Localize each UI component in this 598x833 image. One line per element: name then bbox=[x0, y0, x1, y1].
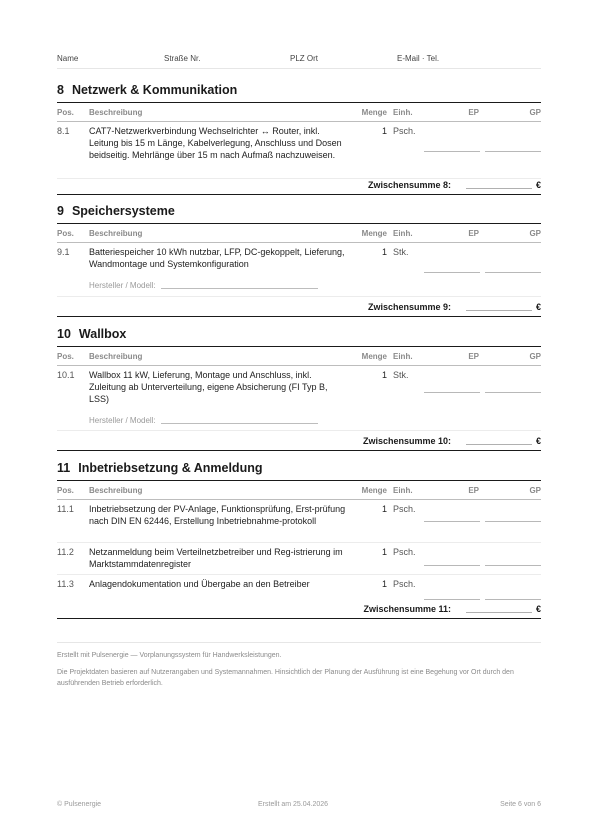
table-header bbox=[57, 103, 541, 122]
currency-sign: € bbox=[535, 436, 541, 446]
section-name: Inbetriebsetzung & Anmeldung bbox=[78, 461, 263, 475]
subtotal-blank[interactable] bbox=[466, 444, 532, 445]
subtotal-10 bbox=[57, 432, 541, 451]
row-qty: 1 bbox=[381, 504, 387, 514]
notes-created-with: Erstellt mit Pulsenergie — Vorplanungssystem für Handwerksleistungen. bbox=[57, 652, 282, 659]
row-unit: Psch. bbox=[393, 126, 416, 136]
ep-blank[interactable] bbox=[424, 392, 480, 393]
ep-blank[interactable] bbox=[424, 521, 480, 522]
row-desc: Anlagendokumentation und Übergabe an den Betreiber bbox=[89, 579, 310, 589]
section-number: 11 bbox=[57, 461, 71, 475]
col-unit: Einh. bbox=[393, 229, 413, 238]
footer-created-date: Erstellt am 25.04.2026 bbox=[258, 801, 329, 808]
section-name: Wallbox bbox=[78, 327, 127, 341]
col-qty: Menge bbox=[361, 108, 387, 117]
table-header bbox=[57, 481, 541, 500]
city-field-label: PLZ Ort bbox=[290, 54, 319, 63]
col-desc: Beschreibung bbox=[89, 108, 143, 117]
subtotal-label: Zwischensumme 10: bbox=[362, 436, 451, 446]
subtotal-label: Zwischensumme 8: bbox=[367, 180, 451, 190]
subtotal-blank[interactable] bbox=[466, 188, 532, 189]
notes-disclaimer: Die Projektdaten basieren auf Nutzerangaben und Systemannahmen. Hinsichtlich der Planung der Ausführung ist eine Begehung vor Ort durch den ausführenden Betrieb erforderlich. bbox=[57, 668, 514, 687]
table-header bbox=[57, 347, 541, 366]
section-number: 9 bbox=[57, 204, 64, 218]
col-pos: Pos. bbox=[57, 486, 74, 495]
col-ep: EP bbox=[468, 486, 479, 495]
footer-page-number: Seite 6 von 6 bbox=[500, 801, 541, 808]
section-9 bbox=[57, 204, 541, 271]
row-pos: 11.2 bbox=[57, 547, 74, 557]
row-desc: CAT7-Netzwerkverbindung Wechselrichter ↔ Router, inkl. Leitung bis 15 m Länge, Kabelverlegung, Anschluss und Dosen beidseitig. Mehrlänge über 15 m nach Aufmaß nachzuweisen. bbox=[89, 126, 342, 160]
col-unit: Einh. bbox=[393, 108, 413, 117]
table-row bbox=[57, 543, 541, 575]
section-number: 10 bbox=[57, 327, 71, 341]
col-gp: GP bbox=[529, 486, 541, 495]
col-pos: Pos. bbox=[57, 352, 74, 361]
row-unit: Stk. bbox=[393, 247, 409, 257]
row-desc: Inbetriebsetzung der PV-Anlage, Funktionsprüfung, Erst-prüfung nach DIN EN 62446, Erstellung Inbetriebnahme-protokoll bbox=[89, 504, 346, 526]
subtotal-blank[interactable] bbox=[466, 310, 532, 311]
section-number: 8 bbox=[57, 83, 64, 97]
table-row bbox=[57, 575, 541, 603]
document-notes bbox=[57, 650, 547, 695]
row-qty: 1 bbox=[381, 370, 387, 380]
currency-sign: € bbox=[535, 604, 541, 614]
col-unit: Einh. bbox=[393, 486, 413, 495]
col-qty: Menge bbox=[361, 229, 387, 238]
row-desc: Batteriespeicher 10 kWh nutzbar, LFP, DC-gekoppelt, Lieferung, Wandmontage und Systemkonfiguration bbox=[89, 247, 345, 269]
subtotal-blank[interactable] bbox=[466, 612, 532, 613]
contact-field-label: E-Mail · Tel. bbox=[397, 54, 440, 63]
row-pos: 8.1 bbox=[57, 126, 70, 136]
col-pos: Pos. bbox=[57, 108, 74, 117]
divider bbox=[57, 642, 541, 643]
gp-blank[interactable] bbox=[485, 272, 541, 273]
manufacturer-model-field[interactable] bbox=[89, 416, 318, 425]
street-field-label: Straße Nr. bbox=[164, 54, 201, 63]
footer-brand: © Pulsenergie bbox=[57, 801, 102, 808]
section-10 bbox=[57, 327, 541, 408]
divider bbox=[57, 296, 541, 297]
table-row bbox=[57, 243, 541, 271]
subtotal-9 bbox=[57, 298, 541, 317]
row-qty: 1 bbox=[381, 579, 387, 589]
col-gp: GP bbox=[529, 108, 541, 117]
row-qty: 1 bbox=[381, 247, 387, 257]
section-title bbox=[57, 461, 541, 481]
col-unit: Einh. bbox=[393, 352, 413, 361]
row-unit: Psch. bbox=[393, 504, 416, 514]
section-title bbox=[57, 83, 541, 103]
divider bbox=[57, 430, 541, 431]
manufacturer-model-label: Hersteller / Modell: bbox=[89, 281, 156, 290]
section-title bbox=[57, 204, 541, 224]
ep-blank[interactable] bbox=[424, 565, 480, 566]
gp-blank[interactable] bbox=[485, 151, 541, 152]
row-desc: Netzanmeldung beim Verteilnetzbetreiber und Reg-istrierung im Marktstammdatenregister bbox=[89, 547, 343, 569]
col-gp: GP bbox=[529, 229, 541, 238]
currency-sign: € bbox=[535, 302, 541, 312]
ep-blank[interactable] bbox=[424, 272, 480, 273]
subtotal-8 bbox=[57, 176, 541, 195]
col-ep: EP bbox=[468, 352, 479, 361]
section-name: Netzwerk & Kommunikation bbox=[71, 83, 238, 97]
col-qty: Menge bbox=[361, 486, 387, 495]
subtotal-label: Zwischensumme 9: bbox=[367, 302, 451, 312]
name-field-label: Name bbox=[57, 54, 79, 63]
manufacturer-model-field[interactable] bbox=[89, 281, 318, 290]
col-qty: Menge bbox=[361, 352, 387, 361]
subtotal-label: Zwischensumme 11: bbox=[363, 604, 451, 614]
row-pos: 11.3 bbox=[57, 579, 74, 589]
subtotal-11 bbox=[57, 600, 541, 619]
col-gp: GP bbox=[529, 352, 541, 361]
gp-blank[interactable] bbox=[485, 565, 541, 566]
row-pos: 9.1 bbox=[57, 247, 70, 257]
table-row bbox=[57, 500, 541, 543]
col-ep: EP bbox=[468, 229, 479, 238]
ep-blank[interactable] bbox=[424, 151, 480, 152]
col-desc: Beschreibung bbox=[89, 486, 143, 495]
row-unit: Stk. bbox=[393, 370, 409, 380]
col-desc: Beschreibung bbox=[89, 229, 143, 238]
customer-header-fields bbox=[57, 54, 541, 69]
table-header bbox=[57, 224, 541, 243]
section-8 bbox=[57, 83, 541, 179]
manufacturer-model-label: Hersteller / Modell: bbox=[89, 416, 156, 425]
section-name: Speichersysteme bbox=[71, 204, 175, 218]
col-ep: EP bbox=[468, 108, 479, 117]
row-desc: Wallbox 11 kW, Lieferung, Montage und Anschluss, inkl. Zuleitung ab Unterverteilung, eigene Absicherung (FI Typ B, LSS) bbox=[89, 370, 328, 404]
manufacturer-model-blank[interactable] bbox=[161, 288, 318, 289]
page-footer bbox=[57, 801, 541, 811]
row-pos: 11.1 bbox=[57, 504, 74, 514]
row-pos: 10.1 bbox=[57, 370, 75, 380]
row-qty: 1 bbox=[381, 547, 387, 557]
manufacturer-model-blank[interactable] bbox=[161, 423, 318, 424]
row-unit: Psch. bbox=[393, 579, 416, 589]
table-row bbox=[57, 366, 541, 408]
col-pos: Pos. bbox=[57, 229, 74, 238]
col-desc: Beschreibung bbox=[89, 352, 143, 361]
gp-blank[interactable] bbox=[485, 392, 541, 393]
row-unit: Psch. bbox=[393, 547, 416, 557]
section-title bbox=[57, 327, 541, 347]
gp-blank[interactable] bbox=[485, 521, 541, 522]
row-qty: 1 bbox=[381, 126, 387, 136]
section-11 bbox=[57, 461, 541, 603]
table-row bbox=[57, 122, 541, 179]
currency-sign: € bbox=[535, 180, 541, 190]
